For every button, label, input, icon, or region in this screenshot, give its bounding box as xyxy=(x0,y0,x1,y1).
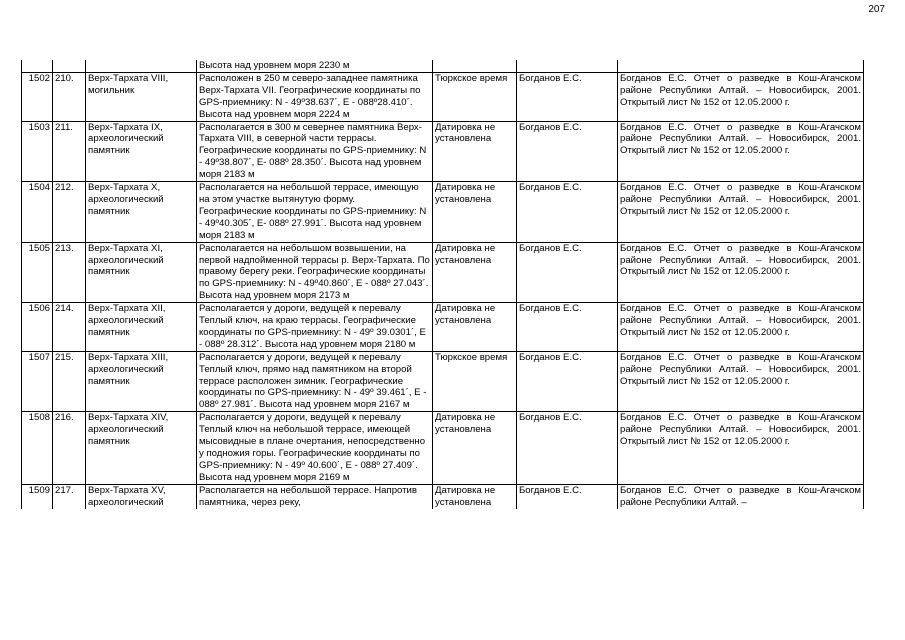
source-cell: Богданов Е.С. Отчет о разведке в Кош-Агачском районе Республики Алтай. – Новосибирск, 2001. Открытый лист № 152 от 12.05.2000 г. xyxy=(618,121,864,182)
author-cell: Богданов Е.С. xyxy=(517,182,618,243)
registry-number-cell: 1509 xyxy=(22,484,53,508)
description-cell: Располагается на небольшом возвышении, на первой надпойменной террасы р. Верх-Тархата. По правому берегу реки. Географические координаты по GPS-приемнику: N - 49º40.860´, E - 088º 27.043´. Высота над уровнем моря 2173 м xyxy=(197,242,433,303)
dating-cell: Датировка не установлена xyxy=(433,412,517,484)
name-cell: Верх-Тархата XII, археологический памятник xyxy=(86,303,197,352)
author-cell: Богданов Е.С. xyxy=(517,351,618,412)
source-cell: Богданов Е.С. Отчет о разведке в Кош-Агачском районе Республики Алтай. – Новосибирск, 2001. Открытый лист № 152 от 12.05.2000 г. xyxy=(618,72,864,121)
item-number-cell: 212. xyxy=(53,182,86,243)
source-cell: Богданов Е.С. Отчет о разведке в Кош-Агачском районе Республики Алтай. – xyxy=(618,484,864,508)
source-cell: Богданов Е.С. Отчет о разведке в Кош-Агачском районе Республики Алтай. – Новосибирск, 2001. Открытый лист № 152 от 12.05.2000 г. xyxy=(618,242,864,303)
name-cell: Верх-Тархата XIV, археологический памятник xyxy=(86,412,197,484)
source-cell: Богданов Е.С. Отчет о разведке в Кош-Агачском районе Республики Алтай. – Новосибирск, 2001. Открытый лист № 152 от 12.05.2000 г. xyxy=(618,412,864,484)
table-row xyxy=(22,303,864,352)
author-cell: Богданов Е.С. xyxy=(517,242,618,303)
registry-number-cell: 1505 xyxy=(22,242,53,303)
table-row xyxy=(22,242,864,303)
description-cell: Располагается на небольшой террасе. Напротив памятника, через реку, xyxy=(197,484,433,508)
item-number-cell: 215. xyxy=(53,351,86,412)
registry-number-cell: 1506 xyxy=(22,303,53,352)
name-cell: Верх-Тархата VIII, могильник xyxy=(86,72,197,121)
name-cell: Верх-Тархата XI, археологический памятник xyxy=(86,242,197,303)
table-row xyxy=(22,72,864,121)
author-cell: Богданов Е.С. xyxy=(517,412,618,484)
description-cell: Располагается на небольшой террасе, имеющую на этом участке вытянутую форму. Географические координаты по GPS-приемнику: N - 49º40.305´, E- 088º 27.991´. Высота над уровнем моря 2183 м xyxy=(197,182,433,243)
dating-cell: Датировка не установлена xyxy=(433,121,517,182)
dating-cell: Тюркское время xyxy=(433,351,517,412)
monument-registry-table xyxy=(21,60,864,509)
author-cell: Богданов Е.С. xyxy=(517,72,618,121)
author-cell: Богданов Е.С. xyxy=(517,121,618,182)
registry-number-cell: 1504 xyxy=(22,182,53,243)
description-cell: Располагается у дороги, ведущей к перевалу Теплый ключ, на краю террасы. Географические координаты по GPS-приемнику: N - 49º 39.0301´, E - 088º 28.312´. Высота над уровнем моря 2180 м xyxy=(197,303,433,352)
table-row xyxy=(22,182,864,243)
registry-number-cell: 1508 xyxy=(22,412,53,484)
description-cell: Располагается в 300 м севернее памятника Верх-Тархата VIII, в северной части террасы. Географические координаты по GPS-приемнику: N - 49º38.807´, E- 088º 28.350´. Высота над уровнем моря 2183 м xyxy=(197,121,433,182)
name-cell: Верх-Тархата XV, археологический xyxy=(86,484,197,508)
dating-cell: Датировка не установлена xyxy=(433,303,517,352)
author-cell: Богданов Е.С. xyxy=(517,303,618,352)
dating-cell: Датировка не установлена xyxy=(433,484,517,508)
name-cell: Верх-Тархата X, археологический памятник xyxy=(86,182,197,243)
item-number-cell: 211. xyxy=(53,121,86,182)
author-cell: Богданов Е.С. xyxy=(517,484,618,508)
dating-cell: Датировка не установлена xyxy=(433,182,517,243)
table-row xyxy=(22,351,864,412)
name-cell: Верх-Тархата XIII, археологический памятник xyxy=(86,351,197,412)
dating-cell: Датировка не установлена xyxy=(433,242,517,303)
table-row xyxy=(22,121,864,182)
description-cell: Высота над уровнем моря 2230 м xyxy=(197,60,433,72)
item-number-cell: 210. xyxy=(53,72,86,121)
item-number-cell: 217. xyxy=(53,484,86,508)
description-cell: Расположен в 250 м северо-западнее памятника Верх-Тархата VII. Географические координаты по GPS-приемнику: N - 49º38.637´, E - 088º28.410´. Высота над уровнем моря 2224 м xyxy=(197,72,433,121)
item-number-cell: 216. xyxy=(53,412,86,484)
continuation-row xyxy=(22,60,864,72)
name-cell: Верх-Тархата IX, археологический памятник xyxy=(86,121,197,182)
source-cell: Богданов Е.С. Отчет о разведке в Кош-Агачском районе Республики Алтай. – Новосибирск, 2001. Открытый лист № 152 от 12.05.2000 г. xyxy=(618,182,864,243)
item-number-cell: 214. xyxy=(53,303,86,352)
source-cell: Богданов Е.С. Отчет о разведке в Кош-Агачском районе Республики Алтай. – Новосибирск, 2001. Открытый лист № 152 от 12.05.2000 г. xyxy=(618,351,864,412)
table-row xyxy=(22,412,864,484)
registry-number-cell: 1507 xyxy=(22,351,53,412)
page-number: 207 xyxy=(868,4,885,15)
description-cell: Располагается у дороги, ведущей к перевалу Теплый ключ, прямо над памятником на второй террасе расположен зимник. Географические координаты по GPS-приемнику: N - 49º 39.461´, E - 088º 27.981´. Высота над уровнем моря 2167 м xyxy=(197,351,433,412)
source-cell: Богданов Е.С. Отчет о разведке в Кош-Агачском районе Республики Алтай. – Новосибирск, 2001. Открытый лист № 152 от 12.05.2000 г. xyxy=(618,303,864,352)
registry-number-cell: 1502 xyxy=(22,72,53,121)
table-row xyxy=(22,484,864,508)
registry-number-cell: 1503 xyxy=(22,121,53,182)
dating-cell: Тюркское время xyxy=(433,72,517,121)
item-number-cell: 213. xyxy=(53,242,86,303)
description-cell: Располагается у дороги, ведущей к перевалу Теплый ключ на небольшой террасе, имеющей мысовидные в плане очертания, непосредственно у подножия горы. Географические координаты по GPS-приемнику: N - 49º 40.600´, E - 088º 27.409´. Высота над уровнем моря 2169 м xyxy=(197,412,433,484)
